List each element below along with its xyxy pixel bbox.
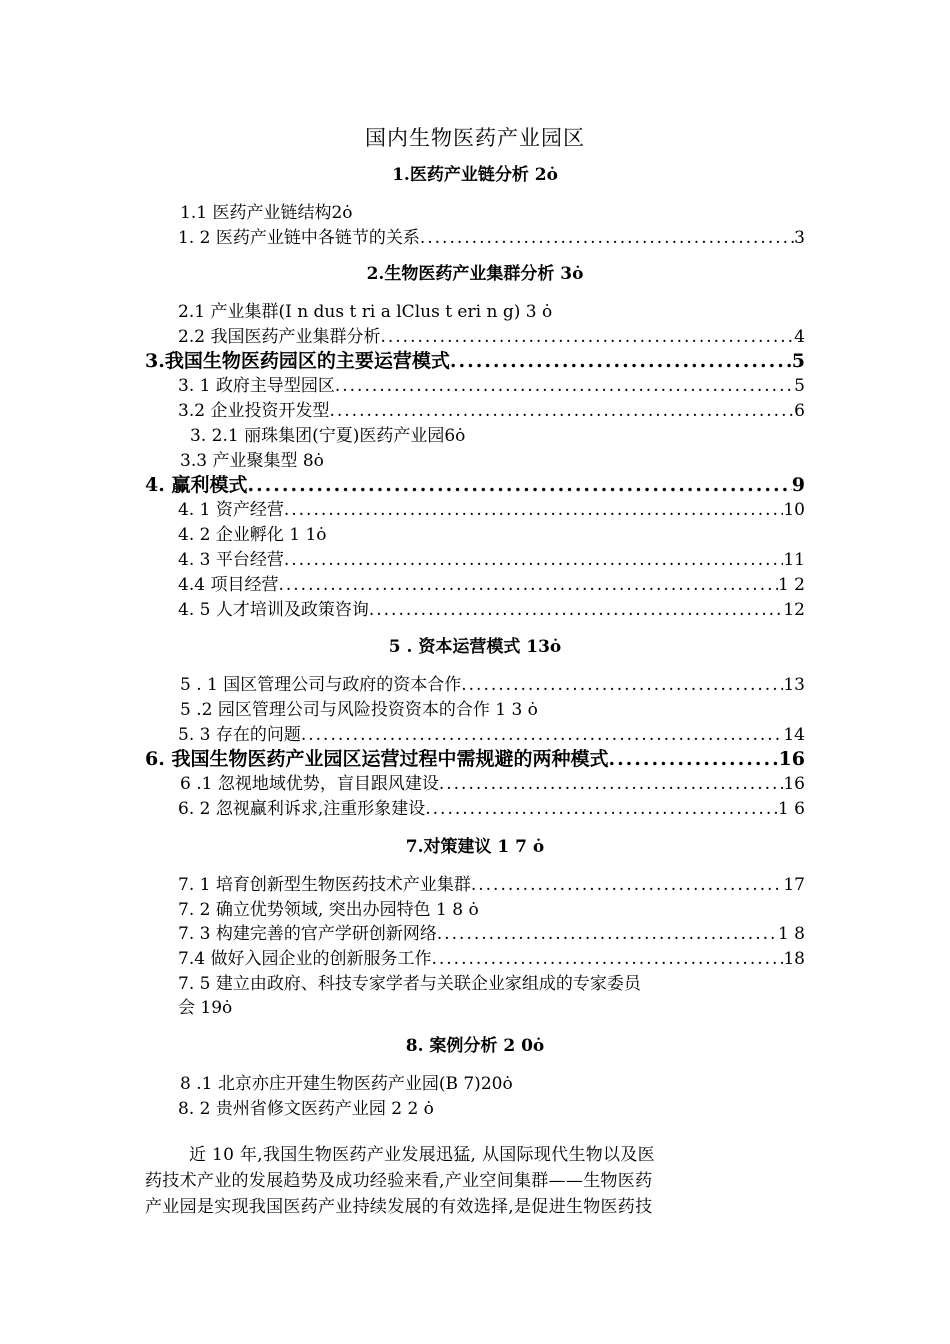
toc-entry-2-2: 2.2 我国医药产业集群分析 ..... 4: [178, 325, 805, 349]
toc-heading-7: 7.对策建议 1 7 ȯ: [405, 837, 545, 857]
toc-heading-5: 5 . 资本运营模式 13ȯ: [388, 637, 562, 657]
toc-heading-2: 2.生物医药产业集群分析 3ȯ: [366, 264, 584, 284]
paragraph-line-1: 近 10 年,我国生物医药产业发展迅猛, 从国际现代生物以及医: [189, 1145, 655, 1165]
toc-entry-5-3: 5. 3 存在的问题 ..... 14: [178, 723, 805, 747]
toc-entry-3-1: 3. 1 政府主导型园区 ..... 5: [178, 374, 805, 398]
toc-entry-7-5-cont: 会 19ȯ: [178, 998, 233, 1018]
paragraph-line-2: 药技术产业的发展趋势及成功经验来看,产业空间集群——生物医药: [145, 1171, 653, 1191]
toc-heading-8: 8. 案例分析 2 0ȯ: [405, 1036, 545, 1056]
toc-entry-3-3: 3.3 产业聚集型 8ȯ: [180, 451, 324, 471]
toc-entry-5-1: 5 . 1 国区管理公司与政府的资本合作 ..... 13: [180, 673, 805, 697]
toc-heading-6: 6. 我国生物医药产业园区运营过程中需规避的两种模式 ..... 16: [145, 747, 805, 771]
toc-entry-1-2: 1. 2 医药产业链中各链节的关系 ..... 3: [178, 226, 805, 250]
toc-entry-6-1: 6 .1 忽视地域优势，盲目跟风建设 ..... 16: [180, 772, 805, 796]
toc-entry-7-2: 7. 2 确立优势领域, 突出办园特色 1 8 ȯ: [178, 900, 479, 920]
toc-entry-4-4: 4.4 项目经营 ..... 1 2: [178, 573, 805, 597]
toc-heading-4: 4. 赢利模式 ..... 9: [145, 473, 805, 497]
toc-entry-4-5: 4. 5 人才培训及政策咨询 ..... 12: [178, 598, 805, 622]
toc-entry-5-2: 5 .2 园区管理公司与风险投资资本的合作 1 3 ȯ: [180, 700, 538, 720]
toc-entry-7-1: 7. 1 培育创新型生物医药技术产业集群 ..... 17: [178, 873, 805, 897]
toc-entry-7-4: 7.4 做好入园企业的创新服务工作 ..... 18: [178, 947, 805, 971]
toc-heading-3: 3.我国生物医药园区的主要运营模式 ..... 5: [145, 349, 805, 373]
toc-entry-8-2: 8. 2 贵州省修文医药产业园 2 2 ȯ: [178, 1099, 434, 1119]
toc-entry-4-2: 4. 2 企业孵化 1 1ȯ: [178, 525, 327, 545]
toc-entry-4-1: 4. 1 资产经营 ..... 10: [178, 498, 805, 522]
body-paragraph: [145, 1142, 805, 1220]
toc-entry-7-5: 7. 5 建立由政府、科技专家学者与关联企业家组成的专家委员: [178, 974, 641, 994]
paragraph-line-3: 产业园是实现我国医药产业持续发展的有效选择,是促进生物医药技: [145, 1197, 653, 1217]
toc-entry-2-1: 2.1 产业集群(I n dus t ri a lClus t eri n g) 3 ȯ: [178, 302, 553, 322]
toc-entry-3-2-1: 3. 2.1 丽珠集团(宁夏)医药产业园6ȯ: [190, 426, 466, 446]
toc-entry-8-1: 8 .1 北京亦庄开建生物医药产业园(B 7)20ȯ: [180, 1074, 513, 1094]
toc-heading-1: 1.医药产业链分析 2ȯ: [392, 165, 558, 185]
toc-entry-1-1: 1.1 医药产业链结构2ȯ: [180, 203, 353, 223]
toc-entry-4-3: 4. 3 平台经营 ..... 11: [178, 548, 805, 572]
document-title: 国内生物医药产业园区: [365, 126, 585, 150]
toc-entry-6-2: 6. 2 忽视赢利诉求,注重形象建设 ..... 1 6: [178, 797, 805, 821]
toc-entry-7-3: 7. 3 构建完善的官产学研创新网络 ..... 1 8: [178, 922, 805, 946]
toc-entry-3-2: 3.2 企业投资开发型 ..... 6: [178, 399, 805, 423]
